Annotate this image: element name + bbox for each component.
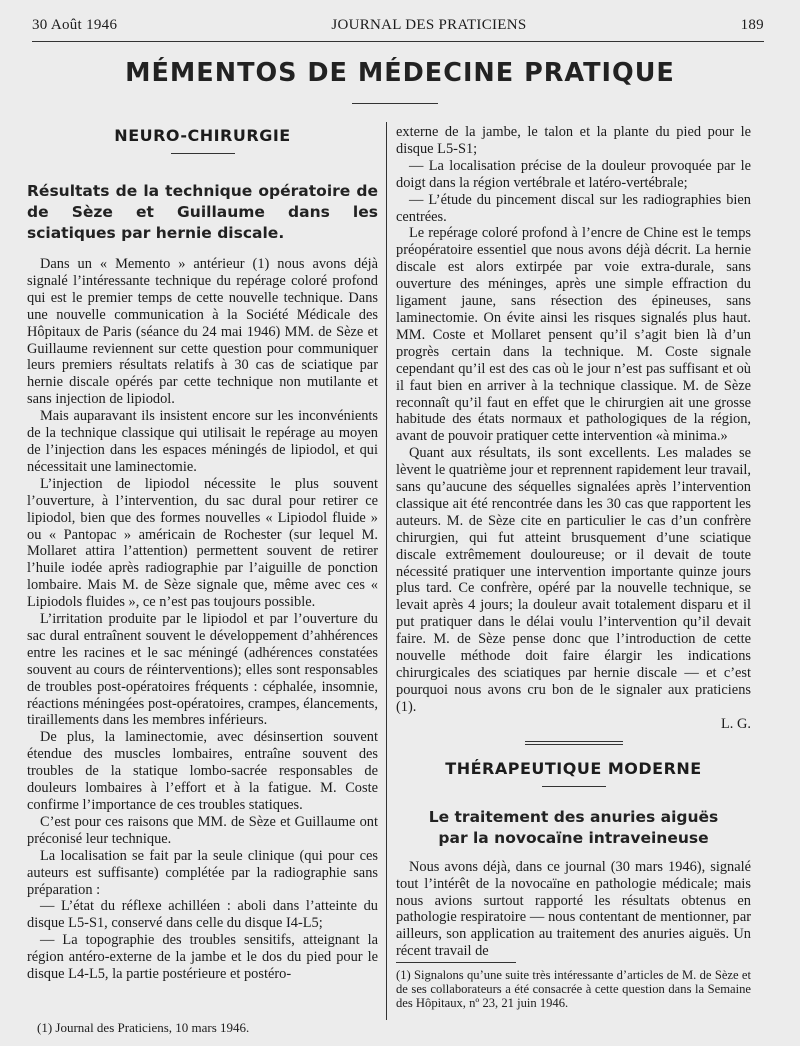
right-column: [396, 124, 751, 960]
paragraph: La localisation se fait par la seule clinique (qui pour ces auteurs est suffisante) complétée par la radiographie sans préparation :: [27, 847, 378, 898]
header-page-number: 189: [740, 17, 764, 33]
paragraph: Dans un « Memento » antérieur (1) nous avons déjà signalé l’intéressante technique du repérage coloré profond qui est le premier temps de cette nouvelle technique. Dans une nouvelle communication à la Société Médicale des Hôpitaux de Paris (séance du 24 mai 1946) MM. de Sèze et Guillaume reviennent sur cette question pour communiquer leurs premiers résultats relatifs à 30 cas de sciatique par hernie discale opérés par cette technique non mutilante et sans injection de lipiodol.: [27, 256, 378, 408]
article-title: Résultats de la technique opératoire de de Sèze et Guillaume dans les sciatiques par hernie discale.: [27, 182, 378, 242]
footnote-rule: [396, 962, 516, 963]
paragraph: — L’étude du pincement discal sur les radiographies bien centrées.: [396, 191, 751, 225]
paragraph: — La localisation précise de la douleur provoquée par le doigt dans la région vertébrale et latéro-vertébrale;: [396, 157, 751, 191]
header-date: 30 Août 1946: [32, 17, 118, 33]
paragraph: Mais auparavant ils insistent encore sur les inconvénients de la technique classique qui utilisait le repérage au moyen de l’injection dans les espaces méningés de lipiodol, et qui nécessitait une laminectomie.: [27, 408, 378, 475]
paragraph: L’injection de lipiodol nécessite le plus souvent l’ouverture, à l’intervention, du sac dural pour retirer ce lipiodol, bien que des formes nouvelles « Lipiodol fluide » ou « Pantopac » américain de Rochester (sur lequel M. Mollaret attira l’attention) permettent souvent de retirer l’huile iodée après radiographie par l’aiguille de ponction lombaire. Mais M. de Sèze signale que, même avec ces « Lipiodols fluides », ce n’est pas toujours possible.: [27, 475, 378, 611]
section-separator: [396, 741, 751, 745]
paragraph: — L’état du réflexe achilléen : aboli dans l’atteinte du disque L5-S1, conservé dans celle du disque I4-L5;: [27, 898, 378, 932]
article-title-block: [396, 807, 751, 849]
title-rule: [352, 103, 438, 104]
left-footnote: (1) Journal des Praticiens, 10 mars 1946.: [37, 1020, 250, 1035]
right-footnote-block: [396, 968, 751, 1010]
column-divider: [386, 122, 387, 1020]
right-footnote: (1) Signalons qu’une suite très intéressante d’articles de M. de Sèze et de ses collaborateurs a été consacrée à cette question dans la Semaine des Hôpitaux, nº 23, 21 juin 1946.: [396, 968, 751, 1010]
paragraph: De plus, la laminectomie, avec désinsertion souvent étendue des muscles lombaires, entraîne souvent des troubles de la statique lombo-sacrée responsables de douleurs lombaires à l’effort et à la fatigue. M. Coste confirme l’importance de ces troubles statiques.: [27, 729, 378, 813]
running-head: [32, 17, 764, 34]
footnote-area: [396, 962, 751, 963]
section-rule: [542, 786, 606, 787]
paragraph: externe de la jambe, le talon et la plante du pied pour le disque L5-S1;: [396, 124, 751, 157]
paragraph: L’irritation produite par le lipiodol et par l’ouverture du sac dural entraînent souvent le développement d’ahhérences entre les racines et le sac méningé (adhérences constatées souvent au cours de réinterventions); elles sont responsables de troubles post-opératoires fréquents : céphalée, insomnie, réactions méningées post-opératoires, crampes, élancements, tiraillements dans les membres inférieurs.: [27, 611, 378, 729]
article-title-line: Le traitement des anuries aiguës: [428, 807, 719, 826]
paragraph: Nous avons déjà, dans ce journal (30 mars 1946), signalé tout l’intérêt de la novocaïne en pathologie médicale; mais nous avions surtout rapporté les résultats obtenus en pathologie respiratoire — nous contentant de mentionner, par ailleurs, son application au traitement des anuries aiguës. Un récent travail de: [396, 858, 751, 960]
section-heading: NEURO-CHIRURGIE: [114, 126, 291, 145]
paragraph: C’est pour ces raisons que MM. de Sèze et Guillaume ont préconisé leur technique.: [27, 813, 378, 847]
paragraph: — La topographie des troubles sensitifs, atteignant la région antéro-externe de la jambe et le dos du pied pour le disque L4-L5, la partie postérieure et postéro-: [27, 932, 378, 983]
header-rule: [32, 41, 764, 42]
double-rule: [525, 741, 623, 745]
section-header-therapeutique: [396, 759, 751, 787]
header-journal-name: JOURNAL DES PRATICIENS: [331, 17, 527, 33]
left-column: [27, 118, 378, 983]
article-title-line: par la novocaïne intraveineuse: [438, 828, 709, 847]
page-title: MÉMENTOS DE MÉDECINE PRATIQUE: [125, 58, 675, 88]
paragraph: Quant aux résultats, ils sont excellents. Les malades se lèvent le quatrième jour et reprennent rapidement leur travail, sans qu’aucune des séquelles signalées après l’intervention classique ait été rencontrée dans les 30 cas que rapportent les auteurs. M. de Sèze cite en particulier le cas d’un confrère chirurgien, qui fut atteint brusquement d’une sciatique discale extrêmement douloureuse; or il devait de toute nécessité pratiquer une intervention importante quinze jours plus tard. Ce confrère, opéré par la nouvelle technique, se levait après 4 jours; la douleur avait totalement disparu et il put pratiquer dans le délai voulu l’intervention qu’il devait faire. M. de Sèze pense donc que l’introduction de cette nouvelle méthode doit faire élargir les indications chirurgicales des sciatiques par hernie discale — et c’est pourquoi nous avons cru bon de le signaler aux praticiens (1).: [396, 445, 751, 715]
section-rule: [171, 153, 235, 154]
section-heading: THÉRAPEUTIQUE MODERNE: [445, 758, 702, 778]
article-body: [396, 859, 751, 960]
signature: L. G.: [721, 715, 751, 732]
paragraph: Le repérage coloré profond à l’encre de Chine est le temps préopératoire essentiel que nous avons déjà décrit. La hernie discale est alors extirpée par voie extra-durale, sans ouverture des méninges, après une simple effraction du ligament jaune, sans résection des épineuses, sans laminectomie. On évite ainsi les risques signalés plus haut. MM. Coste et Mollaret pensent qu’il s’agit bien là d’un progrès certain dans la technique. M. Coste signale cependant qu’il est des cas où le jour n’est pas suffisant et où il faut bien en arriver à la technique classique. M. de Sèze reconnaît qu’il faut en effet que le chirurgien ait une grosse habitude des états normaux et pathologiques de la région, avant de pouvoir pratiquer cette intervention «à minima.»: [396, 225, 751, 445]
section-header-neuro: [27, 126, 378, 154]
article-body: [27, 256, 378, 983]
